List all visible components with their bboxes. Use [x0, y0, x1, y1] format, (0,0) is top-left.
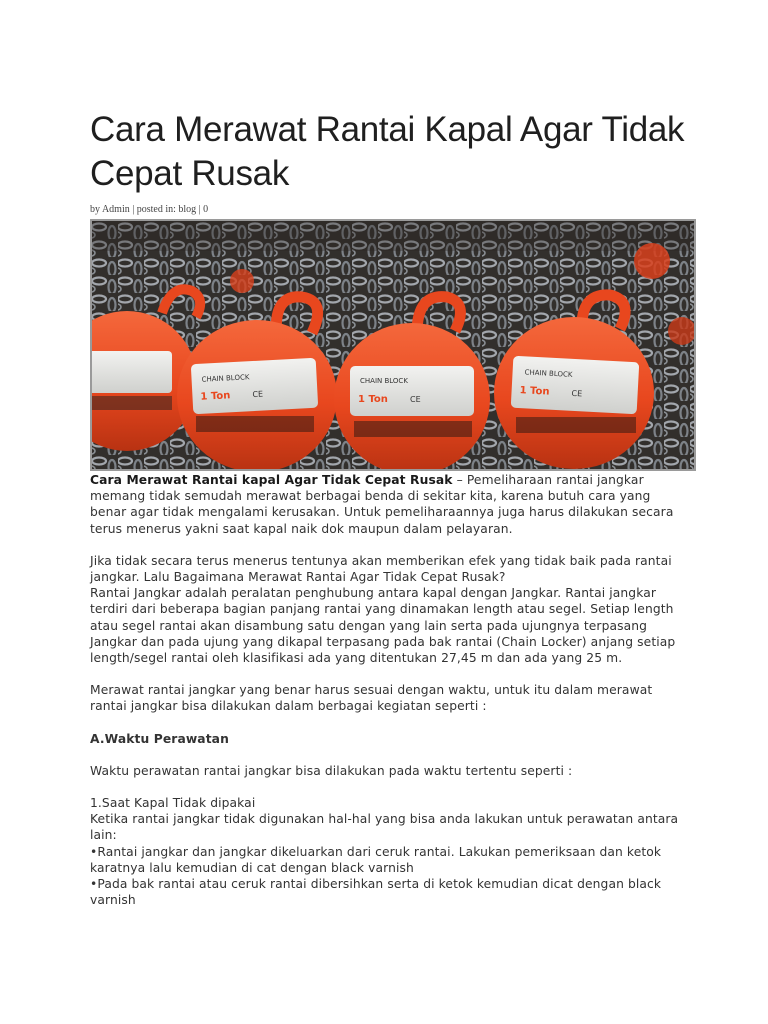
- article-image: [90, 219, 696, 471]
- chain-block-photo: [92, 221, 694, 469]
- subheading-1-text: Ketika rantai jangkar tidak digunakan hal-hal yang bisa anda lakukan untuk perawatan antara lain:: [90, 812, 679, 843]
- post-meta: by Admin | posted in: blog | 0: [90, 204, 209, 215]
- plate-ce-3: CE: [410, 395, 421, 404]
- intro-paragraph: [90, 472, 690, 537]
- plate-label-3: CHAIN BLOCK: [360, 377, 408, 385]
- paragraph-3: Rantai Jangkar adalah peralatan penghubung antara kapal dengan Jangkar. Rantai jangkar terdiri dari beberapa bagian panjang rantai yang dinamakan length atau segel. Setiap length atau segel rantai akan disambung satu dengan yang lain serta pada ujungnya terpasang Jangkar dan pada ujung yang dikapal terpasang pada bak rantai (Chain Locker) anjang setiap length/segel rantai oleh klasifikasi ada yang ditentukan 27,45 m dan ada yang 25 m.: [90, 586, 676, 666]
- plate-ton-2: 1 Ton: [200, 390, 231, 403]
- intro-bold: Cara Merawat Rantai kapal Agar Tidak Cepat Rusak: [90, 473, 453, 487]
- intro-text: – Pemeliharaan rantai jangkar memang tidak semudah merawat berbagai benda di sekitar kita, karena butuh cara yang benar agar tidak mengalami kerusakan. Untuk pemeliharaannya juga harus dilakukan secara terus menerus yakni saat kapal naik dok maupun dalam pelayaran.: [90, 473, 674, 536]
- plate-ton-4: 1 Ton: [519, 385, 550, 398]
- plate-ce-2: CE: [252, 389, 264, 400]
- bullet-2: •Pada bak rantai atau ceruk rantai dibersihkan serta di ketok kemudian dicat dengan black varnish: [90, 877, 662, 908]
- plate-ce-4: CE: [571, 388, 583, 399]
- plate-label-2: CHAIN BLOCK: [201, 373, 250, 384]
- section-heading-a: A.Waktu Perawatan: [90, 731, 229, 746]
- paragraph-2: Jika tidak secara terus menerus tentunya akan memberikan efek yang tidak baik pada rantai jangkar. Lalu Bagaimana Merawat Rantai Agar Tidak Cepat Rusak?: [90, 553, 672, 585]
- subheading-1: 1.Saat Kapal Tidak dipakai: [90, 796, 256, 811]
- article-body: [90, 472, 690, 908]
- paragraph-5: Waktu perawatan rantai jangkar bisa dilakukan pada waktu tertentu seperti :: [90, 763, 573, 778]
- article: [90, 108, 690, 908]
- plate-ton-3: 1 Ton: [358, 394, 388, 405]
- article-title: Cara Merawat Rantai Kapal Agar Tidak Cepat Rusak: [90, 110, 685, 193]
- paragraph-4: Merawat rantai jangkar yang benar harus sesuai dengan waktu, untuk itu dalam merawat rantai jangkar bisa dilakukan dalam berbagai kegiatan seperti :: [90, 683, 653, 714]
- bullet-1: •Rantai jangkar dan jangkar dikeluarkan dari ceruk rantai. Lakukan pemeriksaan dan ketok karatnya lalu kemudian di cat dengan black varnish: [90, 844, 662, 875]
- plate-label-4: CHAIN BLOCK: [524, 368, 573, 379]
